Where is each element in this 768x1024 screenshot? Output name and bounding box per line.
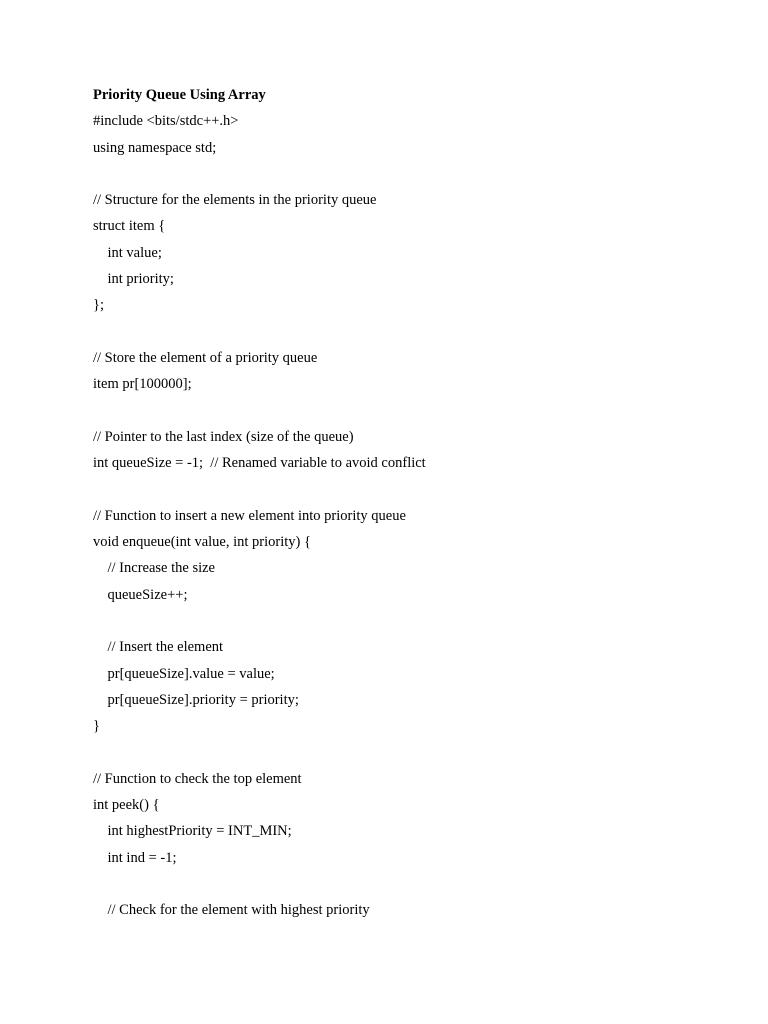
code-line: queueSize++; bbox=[93, 586, 188, 603]
code-line: void enqueue(int value, int priority) { bbox=[93, 534, 311, 551]
code-line: }; bbox=[93, 297, 104, 314]
code-line: int priority; bbox=[93, 271, 174, 288]
code-line: int value; bbox=[93, 244, 162, 261]
code-line: // Store the element of a priority queue bbox=[93, 349, 318, 366]
code-line: // Pointer to the last index (size of the queue) bbox=[93, 428, 354, 445]
code-line: pr[queueSize].priority = priority; bbox=[93, 691, 299, 708]
code-line bbox=[93, 740, 733, 766]
document-title: Priority Queue Using Array bbox=[93, 87, 266, 103]
document-body bbox=[93, 83, 733, 925]
code-line: item pr[100000]; bbox=[93, 376, 192, 393]
code-line: } bbox=[93, 718, 100, 735]
code-line bbox=[93, 162, 733, 188]
code-line bbox=[93, 872, 733, 898]
code-line: #include <bits/stdc++.h> bbox=[93, 113, 239, 130]
code-line: // Structure for the elements in the priority queue bbox=[93, 192, 377, 209]
code-line bbox=[93, 399, 733, 425]
code-line bbox=[93, 320, 733, 346]
code-line bbox=[93, 609, 733, 635]
code-line: // Function to insert a new element into priority queue bbox=[93, 507, 406, 524]
code-line bbox=[93, 477, 733, 503]
code-line: int peek() { bbox=[93, 797, 160, 814]
code-line: int highestPriority = INT_MIN; bbox=[93, 823, 292, 840]
code-line: // Function to check the top element bbox=[93, 770, 302, 787]
code-line: pr[queueSize].value = value; bbox=[93, 665, 275, 682]
code-line: // Insert the element bbox=[93, 639, 224, 656]
code-line: struct item { bbox=[93, 218, 166, 235]
code-line: int queueSize = -1; // Renamed variable to avoid conflict bbox=[93, 455, 426, 472]
code-line: // Increase the size bbox=[93, 560, 215, 577]
code-line: int ind = -1; bbox=[93, 849, 177, 866]
code-line: // Check for the element with highest priority bbox=[93, 902, 370, 919]
code-line: using namespace std; bbox=[93, 139, 217, 156]
